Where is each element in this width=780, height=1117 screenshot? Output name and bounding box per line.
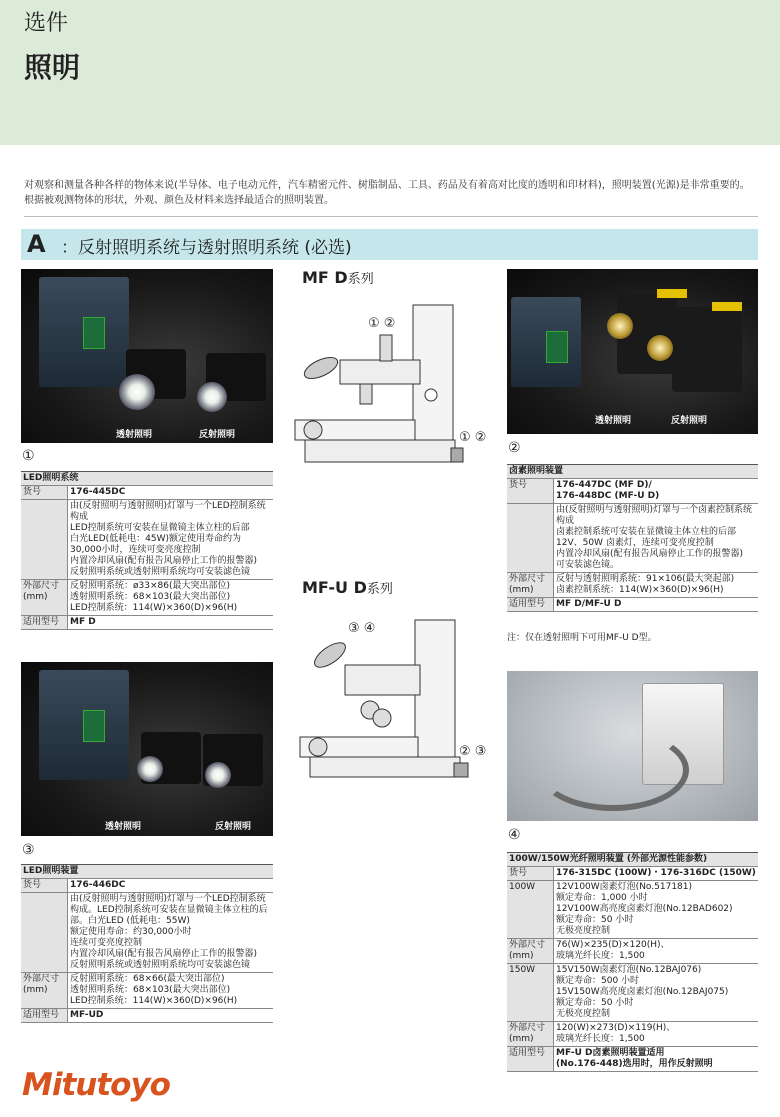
row-key <box>21 893 68 973</box>
row-key: 货号 <box>507 867 554 881</box>
series-suffix: 系列 <box>366 582 393 597</box>
microscope-diagram-mfud <box>290 615 495 785</box>
product-photo-halogen <box>507 269 758 434</box>
photo-label-transmitted: 透射照明 <box>116 430 153 440</box>
description: 由(反射照明与透射照明)灯罩与一个卤素控制系统构成 卤素控制系统可安装在显微镜主体立柱的后部 12V、50W 卤素灯，连续可变亮度控制 内置冷却风扇(配有报告风扇停止工作的报警器) 可安装滤色镜。 <box>554 504 759 573</box>
series-title-mfud <box>302 578 393 597</box>
dimensions: 反射照明系统：68×66(最大突出部位) 透射照明系统：68×103(最大突出部位) LED控制系统：114(W)×360(D)×96(H) <box>68 973 274 1009</box>
control-unit <box>39 277 129 387</box>
part-number: 176-315DC (100W)・176-316DC (150W) <box>554 867 759 881</box>
page-subtitle: 选件 <box>24 11 69 36</box>
applicable-model: MF-U D卤素照明装置适用 (No.176-448)选用时，用作反射照明 <box>554 1047 759 1072</box>
dimensions-150w: 120(W)×273(D)×119(H)、 玻璃光纤长度：1,500 <box>554 1022 759 1047</box>
dimensions: 反射与透射照明系统：91×106(最大突起部) 卤素控制系统：114(W)×360(D)×96(H) <box>554 573 759 598</box>
warning-label <box>712 302 742 311</box>
light-glow <box>137 756 163 782</box>
series-name: MF-U D <box>302 578 367 597</box>
row-key: 适用型号 <box>507 598 554 612</box>
item-number: ① <box>22 448 35 464</box>
callout: ① ② <box>368 316 396 331</box>
page-title: 照明 <box>24 51 81 84</box>
row-key: 适用型号 <box>21 1009 68 1023</box>
table-title: LED照明装置 <box>21 865 273 879</box>
applicable-model: MF D <box>68 616 274 630</box>
spec-100w: 12V100W卤素灯泡(No.517181) 额定寿命：1,000 小时 12V100W高亮度卤素灯泡(No.12BAD602) 额定寿命：50 小时 无极亮度控制 <box>554 881 759 939</box>
control-panel <box>83 710 105 742</box>
part-number: 176-446DC <box>68 879 274 893</box>
warning-label <box>657 289 687 298</box>
product-photo-led-system <box>21 269 273 443</box>
description: 由(反射照明与透射照明)灯罩与一个LED控制系统构成 LED控制系统可安装在显微镜主体立柱的后部 白光LED(低耗电：45W)额定使用寿命约为30,000小时，连续可变亮度控制 内置冷却风扇(配有报告风扇停止工作的报警器) 反射照明系统或透射照明系统均可安装滤色镜 <box>68 500 274 580</box>
photo-label-reflected: 反射照明 <box>199 430 236 440</box>
applicable-model: MF D/MF-U D <box>554 598 759 612</box>
item-number: ④ <box>508 827 521 843</box>
light-glow <box>119 374 155 410</box>
section-title: ：反射照明系统与透射照明系统 (必选) <box>61 238 352 258</box>
table-title: LED照明系统 <box>21 472 273 486</box>
item-number: ③ <box>22 842 35 858</box>
dimensions: 反射照明系统：ø33×86(最大突出部位) 透射照明系统：68×103(最大突出部位) LED控制系统：114(W)×360(D)×96(H) <box>68 580 274 616</box>
dimensions-100w: 76(W)×235(D)×120(H)、 玻璃光纤长度：1,500 <box>554 939 759 964</box>
photo-label-transmitted: 透射照明 <box>595 416 632 426</box>
control-unit <box>39 670 129 780</box>
description: 由(反射照明与透射照明)灯罩与一个LED控制系统构成。LED控制系统可安装在显微镜主体立柱的后部。白光LED (低耗电：55W) 额定使用寿命：约30,000小时 连续可变亮度控制 内置冷却风扇(配有报告风扇停止工作的报警器) 反射照明系统或透射照明系统均可安装滤色镜 <box>68 893 274 973</box>
row-key: 货号 <box>21 879 68 893</box>
photo-label-transmitted: 透射照明 <box>105 822 142 832</box>
table-title: 卤素照明装置 <box>507 465 758 479</box>
callout: ② ③ <box>459 744 487 759</box>
row-key: 外部尺寸 (mm) <box>21 973 68 1009</box>
spec-150w: 15V150W卤素灯泡(No.12BAJ076) 额定寿命：500 小时 15V150W高亮度卤素灯泡(No.12BAJ075) 额定寿命：50 小时 无极亮度控制 <box>554 964 759 1022</box>
row-key: 100W <box>507 881 554 939</box>
row-key: 适用型号 <box>21 616 68 630</box>
section-letter: A <box>27 230 46 258</box>
row-key: 外部尺寸 (mm) <box>507 939 554 964</box>
photo-label-reflected: 反射照明 <box>671 416 708 426</box>
series-title-mfd <box>302 268 374 287</box>
row-key: 货号 <box>507 479 554 504</box>
row-key <box>507 504 554 573</box>
row-key: 外部尺寸 (mm) <box>507 573 554 598</box>
series-suffix: 系列 <box>347 272 374 287</box>
light-glow <box>197 382 227 412</box>
control-unit <box>511 297 581 387</box>
control-panel <box>546 331 568 363</box>
table-note: 注：仅在透射照明下可用MF-U D型。 <box>507 633 657 643</box>
page-header <box>0 0 780 145</box>
row-key: 适用型号 <box>507 1047 554 1072</box>
callout: ① ② <box>459 430 487 445</box>
light-glow <box>205 762 231 788</box>
brand-logo: Mitutoyo <box>22 1067 170 1103</box>
row-key: 外部尺寸 (mm) <box>507 1022 554 1047</box>
spec-table-fiber <box>507 852 758 1072</box>
microscope-diagram-mfd <box>285 290 495 475</box>
light-glow <box>607 313 633 339</box>
control-panel <box>83 317 105 349</box>
photo-label-reflected: 反射照明 <box>215 822 252 832</box>
spec-table-led-device <box>21 864 273 1023</box>
spec-table-halogen <box>507 464 758 612</box>
fiber-cable <box>537 729 689 811</box>
row-key: 150W <box>507 964 554 1022</box>
part-number: 176-447DC (MF D)/ 176-448DC (MF-U D) <box>554 479 759 504</box>
spec-table-led-system <box>21 471 273 630</box>
part-number: 176-445DC <box>68 486 274 500</box>
series-name: MF D <box>302 268 348 287</box>
lamp-housing <box>672 307 742 392</box>
product-photo-led-device <box>21 662 273 836</box>
light-glow <box>647 335 673 361</box>
table-title: 100W/150W光纤照明装置 (外部光源性能参数) <box>507 853 758 867</box>
section-header <box>21 229 758 260</box>
divider <box>24 216 758 217</box>
product-photo-fiber <box>507 671 758 821</box>
intro-paragraph: 对观察和测量各种各样的物体来说(半导体、电子电动元件，汽车精密元件、树脂制品、工具、药品及有着高对比度的透明和印材料)，照明装置(光源)是非常重要的。根据被观测物体的形状，外观、颜色及材料来选择最适合的照明装置。 <box>24 180 750 206</box>
row-key <box>21 500 68 580</box>
row-key: 货号 <box>21 486 68 500</box>
item-number: ② <box>508 440 521 456</box>
row-key: 外部尺寸 (mm) <box>21 580 68 616</box>
callout: ③ ④ <box>348 621 376 636</box>
applicable-model: MF-UD <box>68 1009 274 1023</box>
